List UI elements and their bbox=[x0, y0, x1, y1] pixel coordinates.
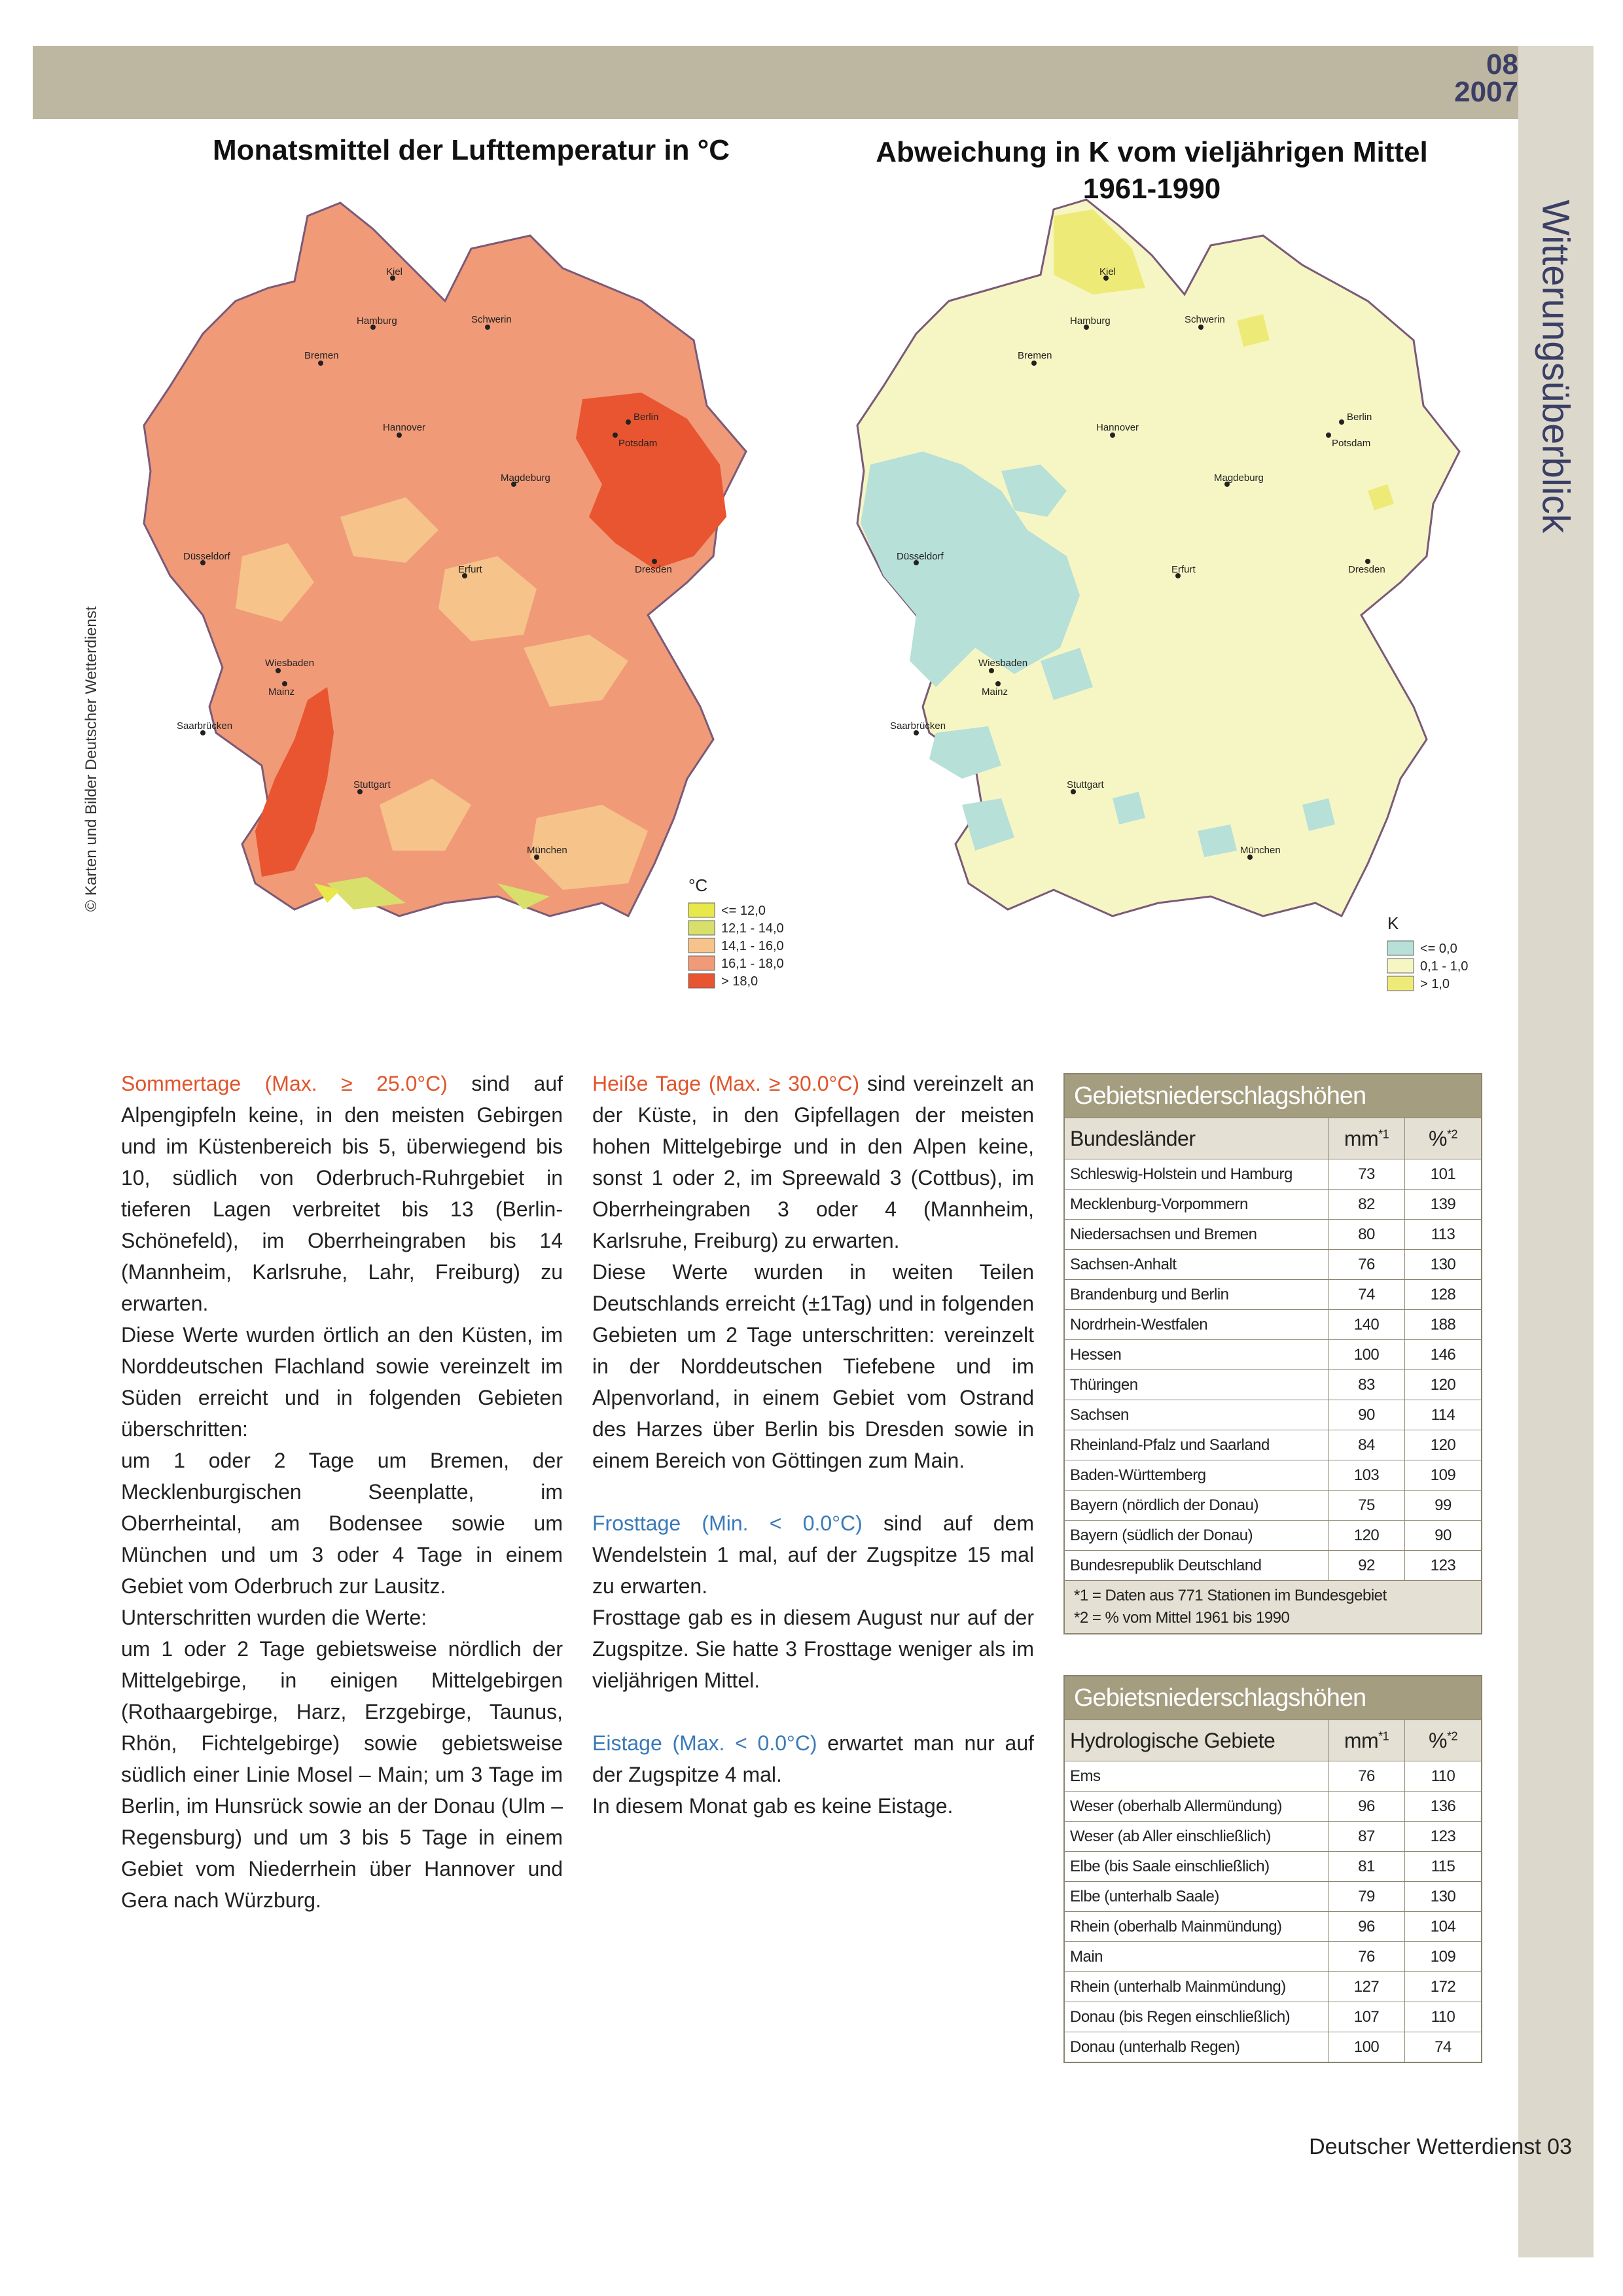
cell-percent: 104 bbox=[1405, 1912, 1482, 1942]
cell-percent: 109 bbox=[1405, 1460, 1482, 1491]
city-label: Potsdam bbox=[1332, 438, 1371, 449]
legend-swatch bbox=[1387, 941, 1414, 955]
legend-swatch bbox=[688, 938, 715, 953]
cell-mm: 107 bbox=[1329, 2002, 1405, 2032]
text-column-2 bbox=[592, 1068, 1034, 1822]
table-row bbox=[1064, 1882, 1482, 1912]
cell-mm: 80 bbox=[1329, 1220, 1405, 1250]
issue-number bbox=[1454, 48, 1518, 108]
cell-percent: 90 bbox=[1405, 1521, 1482, 1551]
cell-percent: 139 bbox=[1405, 1190, 1482, 1220]
cell-percent: 110 bbox=[1405, 2002, 1482, 2032]
issue-month: 08 bbox=[1486, 48, 1518, 80]
paragraph: um 1 oder 2 Tage um Bremen, der Mecklenburgischen Seenplatte, im Oberrheintal, am Bodensee sowie um München und um 3 oder 4 Tage in einem Gebiet vom Oderbruch zur Lausitz. bbox=[121, 1449, 563, 1598]
city-label: Hamburg bbox=[357, 315, 397, 327]
table-row bbox=[1064, 2032, 1482, 2063]
city-label: Schwerin bbox=[1185, 314, 1225, 325]
map-deviation-title-line1: Abweichung in K vom vieljährigen Mittel bbox=[876, 136, 1428, 168]
cell-name: Sachsen bbox=[1064, 1400, 1329, 1430]
table-row bbox=[1064, 1972, 1482, 2002]
cell-mm: 76 bbox=[1329, 1942, 1405, 1972]
table-notes bbox=[1064, 1581, 1482, 1634]
legend-swatch bbox=[688, 974, 715, 988]
cell-name: Rheinland-Pfalz und Saarland bbox=[1064, 1430, 1329, 1460]
table-row bbox=[1064, 1220, 1482, 1250]
table-row bbox=[1064, 1280, 1482, 1310]
paragraph bbox=[121, 1068, 563, 1319]
city-label: Düsseldorf bbox=[183, 551, 230, 562]
term-sommertage: Sommertage (Max. ≥ 25.0°C) bbox=[121, 1072, 448, 1095]
table-row bbox=[1064, 1250, 1482, 1280]
text-column-1 bbox=[121, 1068, 563, 1916]
map-deviation bbox=[831, 190, 1486, 1021]
cell-mm: 100 bbox=[1329, 2032, 1405, 2063]
cell-percent: 109 bbox=[1405, 1942, 1482, 1972]
city-label: Mainz bbox=[268, 686, 295, 698]
cell-mm: 74 bbox=[1329, 1280, 1405, 1310]
cell-mm: 76 bbox=[1329, 1761, 1405, 1792]
cell-name: Main bbox=[1064, 1942, 1329, 1972]
city-label: Bremen bbox=[304, 350, 339, 361]
city-label: Düsseldorf bbox=[897, 551, 944, 562]
cell-name: Ems bbox=[1064, 1761, 1329, 1792]
column-header-percent: %$^{*2}$ bbox=[1405, 1720, 1482, 1761]
table-header-row bbox=[1064, 1118, 1482, 1159]
table-caption: Gebietsniederschlagshöhen bbox=[1064, 1676, 1482, 1720]
page-number: 03 bbox=[1547, 2134, 1572, 2159]
section-title-text: Witterungsüberblick bbox=[1534, 200, 1577, 533]
cell-mm: 127 bbox=[1329, 1972, 1405, 2002]
legend-label: > 1,0 bbox=[1420, 977, 1450, 991]
cell-mm: 92 bbox=[1329, 1551, 1405, 1581]
cell-name: Mecklenburg-Vorpommern bbox=[1064, 1190, 1329, 1220]
column-header-percent: %$^{*2}$ bbox=[1405, 1118, 1482, 1159]
cell-name: Brandenburg und Berlin bbox=[1064, 1280, 1329, 1310]
table-row bbox=[1064, 2002, 1482, 2032]
table-row bbox=[1064, 1551, 1482, 1581]
cell-percent: 114 bbox=[1405, 1400, 1482, 1430]
cell-mm: 96 bbox=[1329, 1792, 1405, 1822]
city-label: Schwerin bbox=[471, 314, 512, 325]
legend-label: <= 12,0 bbox=[721, 904, 766, 918]
paragraph: Diese Werte wurden örtlich an den Küsten, im Norddeutschen Flachland sowie vereinzelt im Süden erreicht und in folgenden Gebieten überschritten: bbox=[121, 1323, 563, 1441]
city-label: Magdeburg bbox=[501, 472, 550, 484]
legend-label: <= 0,0 bbox=[1420, 942, 1457, 956]
cell-percent: 101 bbox=[1405, 1159, 1482, 1190]
city-label: Potsdam bbox=[618, 438, 658, 449]
cell-mm: 87 bbox=[1329, 1822, 1405, 1852]
cell-mm: 82 bbox=[1329, 1190, 1405, 1220]
paragraph-text: erwartet man nur auf der Zugspitze 4 mal. bbox=[592, 1731, 1035, 1786]
legend-label: 14,1 - 16,0 bbox=[721, 939, 784, 953]
cell-name: Schleswig-Holstein und Hamburg bbox=[1064, 1159, 1329, 1190]
publisher-name: Deutscher Wetterdienst bbox=[1309, 2134, 1541, 2159]
cell-mm: 84 bbox=[1329, 1430, 1405, 1460]
note-1: *1 = Daten aus 771 Stationen im Bundesgebiet bbox=[1074, 1587, 1387, 1604]
cell-percent: 99 bbox=[1405, 1491, 1482, 1521]
cell-name: Niedersachsen und Bremen bbox=[1064, 1220, 1329, 1250]
paragraph: um 1 oder 2 Tage gebietsweise nördlich der Mittelgebirge, in einigen Mittelgebirgen (Rothaargebirge, Harz, Erzgebirge, Taunus, Rhön, Fichtelgebirge) sowie gebietsweise südlich einer Linie Mosel – Main; um 3 Tage im Berlin, im Hunsrück sowie an der Donau (Ulm – Regensburg) und um 3 bis 5 Tage in einem Gebiet vom Niederrhein über Hannover und Gera nach Würzburg. bbox=[121, 1637, 563, 1912]
table-row bbox=[1064, 1370, 1482, 1400]
cell-name: Rhein (oberhalb Mainmündung) bbox=[1064, 1912, 1329, 1942]
city-label: Hannover bbox=[1096, 422, 1139, 433]
cell-mm: 81 bbox=[1329, 1852, 1405, 1882]
column-header-name: Bundesländer bbox=[1064, 1118, 1329, 1159]
paragraph-text: sind vereinzelt an der Küste, in den Gipfellagen der meisten hohen Mittelgebirge und in den Alpen keine, sonst 1 oder 2, im Spreewald 3 (Cottbus), im Oberrheingraben 3 oder 4 (Mannheim, Karlsruhe, Freiburg) zu erwarten. bbox=[592, 1072, 1035, 1252]
precipitation-table-basins bbox=[1063, 1675, 1482, 2063]
table-row bbox=[1064, 1761, 1482, 1792]
cell-name: Weser (ab Aller einschließlich) bbox=[1064, 1822, 1329, 1852]
cell-mm: 75 bbox=[1329, 1491, 1405, 1521]
city-label: Wiesbaden bbox=[978, 658, 1028, 669]
cell-mm: 103 bbox=[1329, 1460, 1405, 1491]
cell-percent: 113 bbox=[1405, 1220, 1482, 1250]
legend-label: 16,1 - 18,0 bbox=[721, 957, 784, 971]
legend-deviation-title: K bbox=[1387, 913, 1399, 933]
city-label: Magdeburg bbox=[1214, 472, 1264, 484]
paragraph bbox=[592, 1068, 1034, 1256]
table-caption: Gebietsniederschlagshöhen bbox=[1064, 1074, 1482, 1118]
map-temperature-title: Monatsmittel der Lufttemperatur in °C bbox=[212, 134, 730, 166]
cell-mm: 100 bbox=[1329, 1340, 1405, 1370]
cell-percent: 130 bbox=[1405, 1882, 1482, 1912]
table-row bbox=[1064, 1340, 1482, 1370]
section-title bbox=[1513, 200, 1598, 533]
table-row bbox=[1064, 1400, 1482, 1430]
paragraph bbox=[592, 1727, 1034, 1790]
cell-name: Bundesrepublik Deutschland bbox=[1064, 1551, 1329, 1581]
paragraph-text: sind auf dem Wendelstein 1 mal, auf der Zugspitze 15 mal zu erwarten. bbox=[592, 1511, 1035, 1598]
cell-mm: 79 bbox=[1329, 1882, 1405, 1912]
note-2: *2 = % vom Mittel 1961 bis 1990 bbox=[1074, 1609, 1290, 1627]
cell-name: Bayern (nördlich der Donau) bbox=[1064, 1491, 1329, 1521]
table-row bbox=[1064, 1521, 1482, 1551]
city-label: Stuttgart bbox=[353, 779, 391, 790]
column-header-name: Hydrologische Gebiete bbox=[1064, 1720, 1329, 1761]
city-label: Berlin bbox=[1347, 412, 1372, 423]
paragraph: Diese Werte wurden in weiten Teilen Deutschlands erreicht (±1Tag) und in folgenden Gebieten um 2 Tage unterschritten: vereinzelt in der Norddeutschen Tiefebene und im Alpenvorland, in einem Gebiet vom Ostrand des Harzes über Berlin bis Dresden sowie in einem Bereich von Göttingen zum Main. bbox=[592, 1260, 1034, 1472]
paragraph-text: sind auf Alpengipfeln keine, in den meisten Gebirgen und im Küstenbereich bis 5, überwiegend bis 10, südlich von Oderbruch-Ruhrgebiet in tieferen Lagen verbreitet bis 13 (Berlin-Schönefeld), im Oberrheingraben bis 14 (Mannheim, Karlsruhe, Lahr, Freiburg) zu erwarten. bbox=[121, 1072, 563, 1315]
cell-percent: 136 bbox=[1405, 1792, 1482, 1822]
cell-percent: 128 bbox=[1405, 1280, 1482, 1310]
cell-name: Thüringen bbox=[1064, 1370, 1329, 1400]
term-frosttage: Frosttage (Min. < 0.0°C) bbox=[592, 1511, 863, 1535]
city-label: Mainz bbox=[982, 686, 1008, 698]
issue-year: 2007 bbox=[1454, 76, 1518, 108]
cell-percent: 172 bbox=[1405, 1972, 1482, 2002]
cell-name: Donau (bis Regen einschließlich) bbox=[1064, 2002, 1329, 2032]
cell-name: Weser (oberhalb Allermündung) bbox=[1064, 1792, 1329, 1822]
legend-deviation bbox=[1387, 913, 1468, 991]
cell-mm: 90 bbox=[1329, 1400, 1405, 1430]
table-row bbox=[1064, 1159, 1482, 1190]
table-row bbox=[1064, 1792, 1482, 1822]
legend-swatch bbox=[1387, 959, 1414, 973]
paragraph: Frosttage gab es in diesem August nur auf der Zugspitze. Sie hatte 3 Frosttage weniger als im vieljährigen Mittel. bbox=[592, 1606, 1034, 1692]
germany-outline-deviation bbox=[857, 200, 1459, 916]
legend-label: 0,1 - 1,0 bbox=[1420, 959, 1469, 974]
header-bar bbox=[33, 46, 1518, 119]
legend-swatch bbox=[688, 956, 715, 970]
precipitation-table-states bbox=[1063, 1073, 1482, 1634]
cell-mm: 120 bbox=[1329, 1521, 1405, 1551]
cell-percent: 120 bbox=[1405, 1430, 1482, 1460]
city-label: Berlin bbox=[633, 412, 659, 423]
cell-name: Elbe (bis Saale einschließlich) bbox=[1064, 1852, 1329, 1882]
cell-name: Baden-Württemberg bbox=[1064, 1460, 1329, 1491]
page-footer bbox=[1309, 2134, 1572, 2160]
cell-mm: 76 bbox=[1329, 1250, 1405, 1280]
table-row bbox=[1064, 1852, 1482, 1882]
cell-percent: 130 bbox=[1405, 1250, 1482, 1280]
city-label: Hannover bbox=[383, 422, 426, 433]
city-label: Dresden bbox=[1348, 564, 1385, 575]
paragraph: In diesem Monat gab es keine Eistage. bbox=[592, 1794, 954, 1818]
city-label: Stuttgart bbox=[1067, 779, 1104, 790]
legend-swatch bbox=[1387, 976, 1414, 991]
cell-name: Nordrhein-Westfalen bbox=[1064, 1310, 1329, 1340]
city-label: Wiesbaden bbox=[265, 658, 315, 669]
city-label: Hamburg bbox=[1070, 315, 1111, 327]
table-row bbox=[1064, 1942, 1482, 1972]
term-heisse-tage: Heiße Tage (Max. ≥ 30.0°C) bbox=[592, 1072, 860, 1095]
cell-percent: 123 bbox=[1405, 1551, 1482, 1581]
city-label: Kiel bbox=[1099, 266, 1116, 277]
city-label: München bbox=[1240, 845, 1281, 856]
city-label: Kiel bbox=[386, 266, 403, 277]
city-label: München bbox=[527, 845, 567, 856]
table-header-row bbox=[1064, 1720, 1482, 1761]
image-credit-text: © Karten und Bilder Deutscher Wetterdienst bbox=[82, 606, 100, 912]
table-row bbox=[1064, 1491, 1482, 1521]
column-header-mm: $mm^{*1}$ bbox=[1329, 1720, 1405, 1761]
city-label: Bremen bbox=[1018, 350, 1052, 361]
table-row bbox=[1064, 1310, 1482, 1340]
cell-percent: 120 bbox=[1405, 1370, 1482, 1400]
cell-name: Donau (unterhalb Regen) bbox=[1064, 2032, 1329, 2063]
table-row bbox=[1064, 1822, 1482, 1852]
cell-name: Rhein (unterhalb Mainmündung) bbox=[1064, 1972, 1329, 2002]
city-label: Saarbrücken bbox=[890, 720, 946, 732]
table-row bbox=[1064, 1460, 1482, 1491]
cell-percent: 188 bbox=[1405, 1310, 1482, 1340]
city-label: Saarbrücken bbox=[177, 720, 233, 732]
term-eistage: Eistage (Max. < 0.0°C) bbox=[592, 1731, 817, 1755]
cell-mm: 73 bbox=[1329, 1159, 1405, 1190]
cell-name: Hessen bbox=[1064, 1340, 1329, 1370]
cell-percent: 146 bbox=[1405, 1340, 1482, 1370]
table-row bbox=[1064, 1430, 1482, 1460]
legend-label: > 18,0 bbox=[721, 974, 758, 989]
cell-mm: 140 bbox=[1329, 1310, 1405, 1340]
table-row bbox=[1064, 1190, 1482, 1220]
cell-percent: 110 bbox=[1405, 1761, 1482, 1792]
cell-percent: 115 bbox=[1405, 1852, 1482, 1882]
legend-label: 12,1 - 14,0 bbox=[721, 921, 784, 936]
city-label: Erfurt bbox=[1171, 564, 1196, 575]
cell-name: Sachsen-Anhalt bbox=[1064, 1250, 1329, 1280]
cell-name: Bayern (südlich der Donau) bbox=[1064, 1521, 1329, 1551]
image-credit bbox=[65, 563, 118, 955]
cell-mm: 83 bbox=[1329, 1370, 1405, 1400]
legend-temperature-title: °C bbox=[688, 875, 708, 895]
map-deviation-title-line2: 1961-1990 bbox=[1082, 173, 1221, 205]
legend-swatch bbox=[688, 903, 715, 917]
cell-mm: 96 bbox=[1329, 1912, 1405, 1942]
city-label: Dresden bbox=[635, 564, 672, 575]
legend-swatch bbox=[688, 921, 715, 935]
cell-percent: 123 bbox=[1405, 1822, 1482, 1852]
cell-name: Elbe (unterhalb Saale) bbox=[1064, 1882, 1329, 1912]
column-header-mm: $mm^{*1}$ bbox=[1329, 1118, 1405, 1159]
paragraph: Unterschritten wurden die Werte: bbox=[121, 1606, 427, 1629]
table-row bbox=[1064, 1912, 1482, 1942]
paragraph bbox=[592, 1508, 1034, 1602]
cell-percent: 74 bbox=[1405, 2032, 1482, 2063]
legend-temperature bbox=[688, 875, 784, 989]
map-temperature bbox=[131, 190, 785, 1021]
city-label: Erfurt bbox=[458, 564, 482, 575]
